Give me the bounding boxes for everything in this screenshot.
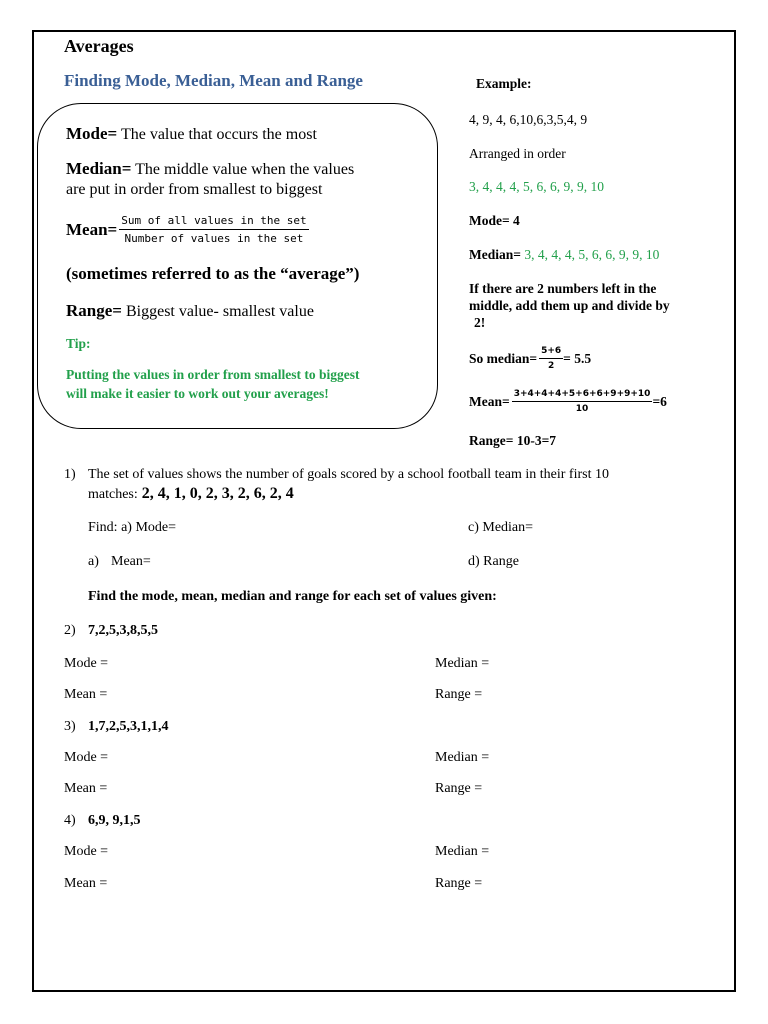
example-mean-denominator: 10 (575, 404, 589, 414)
example-heading: Example: (476, 76, 532, 91)
page-title: Averages (64, 36, 134, 56)
q3-mean-label: Mean = (64, 781, 108, 796)
median-term: Median= (66, 159, 132, 178)
so-median-fraction (539, 346, 563, 371)
so-median-numerator: 5+6 (539, 346, 563, 359)
q4-values: 6,9, 9,1,5 (88, 813, 141, 828)
section-subtitle: Finding Mode, Median, Mean and Range (64, 71, 363, 90)
median-note-line1: If there are 2 numbers left in the (469, 281, 657, 296)
q2-mean-label: Mean = (64, 687, 108, 702)
q2-mode-label: Mode = (64, 656, 109, 671)
average-note: (sometimes referred to as the “average”) (66, 264, 360, 283)
range-definition (66, 301, 314, 321)
mode-definition (66, 124, 317, 144)
q1-median-prompt: c) Median= (468, 520, 534, 535)
q1-matches-label: matches: (88, 487, 138, 502)
q4-range-label: Range = (435, 876, 483, 891)
q1-number: 1) (64, 467, 76, 482)
range-text: Biggest value- smallest value (121, 303, 314, 320)
mode-term: Mode= (66, 124, 118, 143)
so-median-denominator: 2 (548, 361, 555, 371)
q2-median-label: Median = (435, 656, 490, 671)
tip-text-line1: Putting the values in order from smallest to biggest (66, 367, 360, 382)
so-median-label: So median= (469, 350, 538, 366)
example-mode-result: Mode= 4 (469, 213, 520, 228)
q2-number: 2) (64, 623, 76, 638)
q4-mode-label: Mode = (64, 844, 109, 859)
arranged-label: Arranged in order (469, 146, 566, 161)
q3-values: 1,7,2,5,3,1,1,4 (88, 719, 169, 734)
instruction-text: Find the mode, mean, median and range for each set of values given: (88, 589, 497, 604)
example-median-line (469, 247, 659, 263)
q4-median-label: Median = (435, 844, 490, 859)
q4-number: 4) (64, 813, 76, 828)
median-note-line3: 2! (474, 315, 486, 330)
q2-range-label: Range = (435, 687, 483, 702)
ordered-values: 3, 4, 4, 4, 5, 6, 6, 9, 9, 10 (469, 179, 604, 194)
q1-text-line2 (88, 485, 294, 503)
median-definition-line1 (66, 159, 354, 179)
q3-median-label: Median = (435, 750, 490, 765)
range-term: Range= (66, 301, 122, 320)
q1-range-prompt: d) Range (468, 554, 519, 569)
mean-formula-denominator: Number of values in the set (124, 232, 304, 245)
q3-number: 3) (64, 719, 76, 734)
mean-formula-numerator: Sum of all values in the set (119, 214, 308, 230)
so-median-line (469, 346, 591, 371)
example-median-values: 3, 4, 4, 4, 5, 6, 6, 9, 9, 10 (520, 247, 660, 262)
example-mean-result: =6 (652, 393, 667, 409)
tip-text-line2: will make it easier to work out your averages! (66, 386, 329, 401)
example-median-label: Median= (469, 247, 521, 262)
median-text: The middle value when the values (131, 161, 355, 178)
q4-mean-label: Mean = (64, 876, 108, 891)
mean-definition (66, 214, 309, 245)
example-range-result: Range= 10-3=7 (469, 433, 557, 448)
example-values: 4, 9, 4, 6,10,6,3,5,4, 9 (469, 112, 588, 127)
q2-values: 7,2,5,3,8,5,5 (88, 623, 158, 638)
tip-label: Tip: (66, 336, 91, 351)
example-mean-fraction (512, 389, 653, 414)
mean-term: Mean= (66, 219, 118, 239)
mean-formula-fraction (119, 214, 308, 245)
example-mean-line (469, 389, 667, 414)
q1-mode-prompt: Find: a) Mode= (88, 520, 176, 535)
so-median-result: = 5.5 (563, 350, 592, 366)
q3-mode-label: Mode = (64, 750, 109, 765)
example-mean-numerator: 3+4+4+4+5+6+6+9+9+10 (512, 389, 653, 402)
q1-text-line1: The set of values shows the number of goals scored by a school football team in their first 10 (88, 467, 609, 482)
q3-range-label: Range = (435, 781, 483, 796)
median-note-line2: middle, add them up and divide by (469, 298, 670, 313)
q1-mean-marker: a) (88, 554, 99, 569)
median-definition-line2: are put in order from smallest to biggest (66, 181, 323, 198)
q1-values: 2, 4, 1, 0, 2, 3, 2, 6, 2, 4 (137, 485, 294, 502)
example-mean-label: Mean= (469, 393, 510, 409)
mode-text: The value that occurs the most (117, 126, 317, 143)
q1-mean-prompt: Mean= (111, 554, 151, 569)
